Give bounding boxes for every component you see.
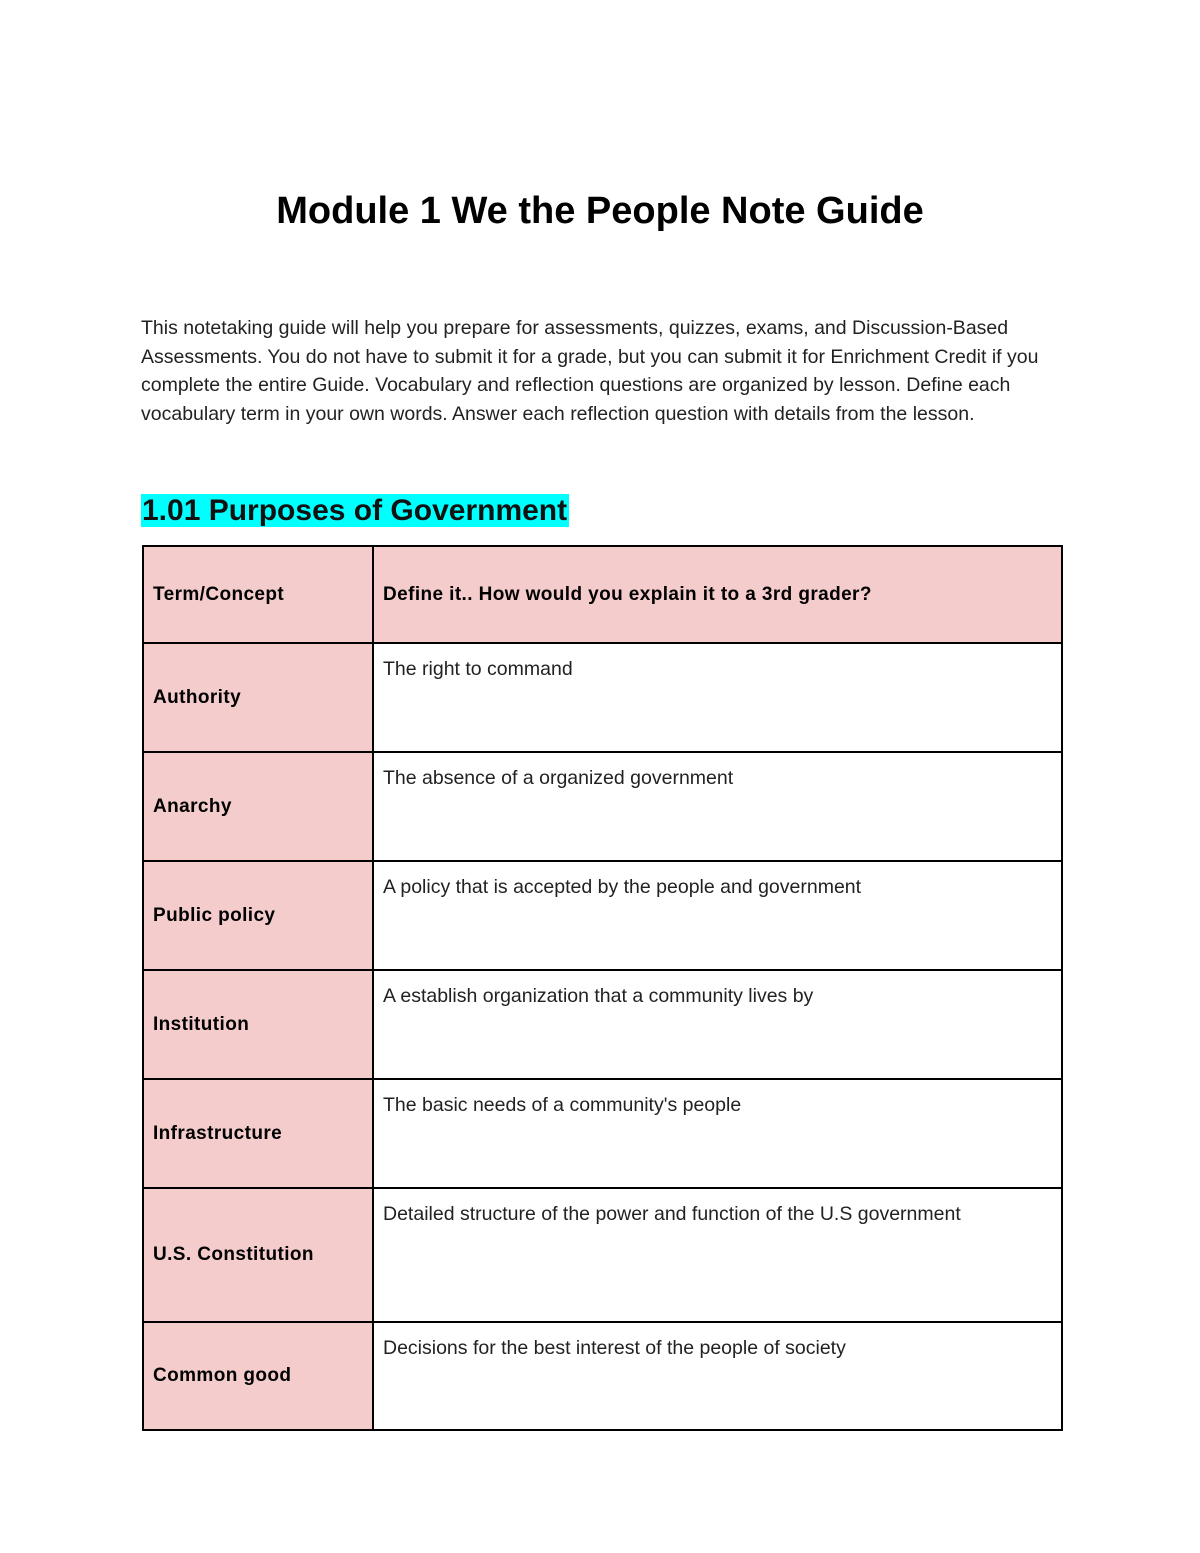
vocabulary-table	[142, 545, 1063, 1431]
table-row	[143, 1079, 1062, 1188]
definition-cell[interactable]: The absence of a organized government	[373, 752, 1062, 861]
table-row	[143, 1322, 1062, 1430]
definition-cell[interactable]: The right to command	[373, 643, 1062, 752]
definition-cell[interactable]: Detailed structure of the power and function of the U.S government	[373, 1188, 1062, 1322]
term-column-header: Term/Concept	[143, 546, 373, 643]
definition-cell[interactable]: The basic needs of a community's people	[373, 1079, 1062, 1188]
term-cell: U.S. Constitution	[143, 1188, 373, 1322]
table-row	[143, 970, 1062, 1079]
page-title: Module 1 We the People Note Guide	[276, 190, 924, 232]
table-row	[143, 752, 1062, 861]
intro-paragraph: This notetaking guide will help you prepare for assessments, quizzes, exams, and Discussion-Based Assessments. You do not have to submit it for a grade, but you can submit it for Enrichment Credit if you complete the entire Guide. Vocabulary and reflection questions are organized by lesson. Define each vocabulary term in your own words. Answer each reflection question with details from the lesson.	[141, 317, 1039, 425]
term-cell: Public policy	[143, 861, 373, 970]
term-cell: Anarchy	[143, 752, 373, 861]
section-heading-text: 1.01 Purposes of Government	[142, 494, 568, 527]
definition-column-header: Define it.. How would you explain it to a 3rd grader?	[373, 546, 1062, 643]
table-row	[143, 643, 1062, 752]
definition-cell[interactable]: A policy that is accepted by the people and government	[373, 861, 1062, 970]
term-cell: Infrastructure	[143, 1079, 373, 1188]
table-row	[143, 1188, 1062, 1322]
term-cell: Authority	[143, 643, 373, 752]
table-header-row	[143, 546, 1062, 643]
term-cell: Common good	[143, 1322, 373, 1430]
table-row	[143, 861, 1062, 970]
term-cell: Institution	[143, 970, 373, 1079]
definition-cell[interactable]: A establish organization that a community lives by	[373, 970, 1062, 1079]
section-heading	[141, 490, 569, 532]
definition-cell[interactable]: Decisions for the best interest of the people of society	[373, 1322, 1062, 1430]
